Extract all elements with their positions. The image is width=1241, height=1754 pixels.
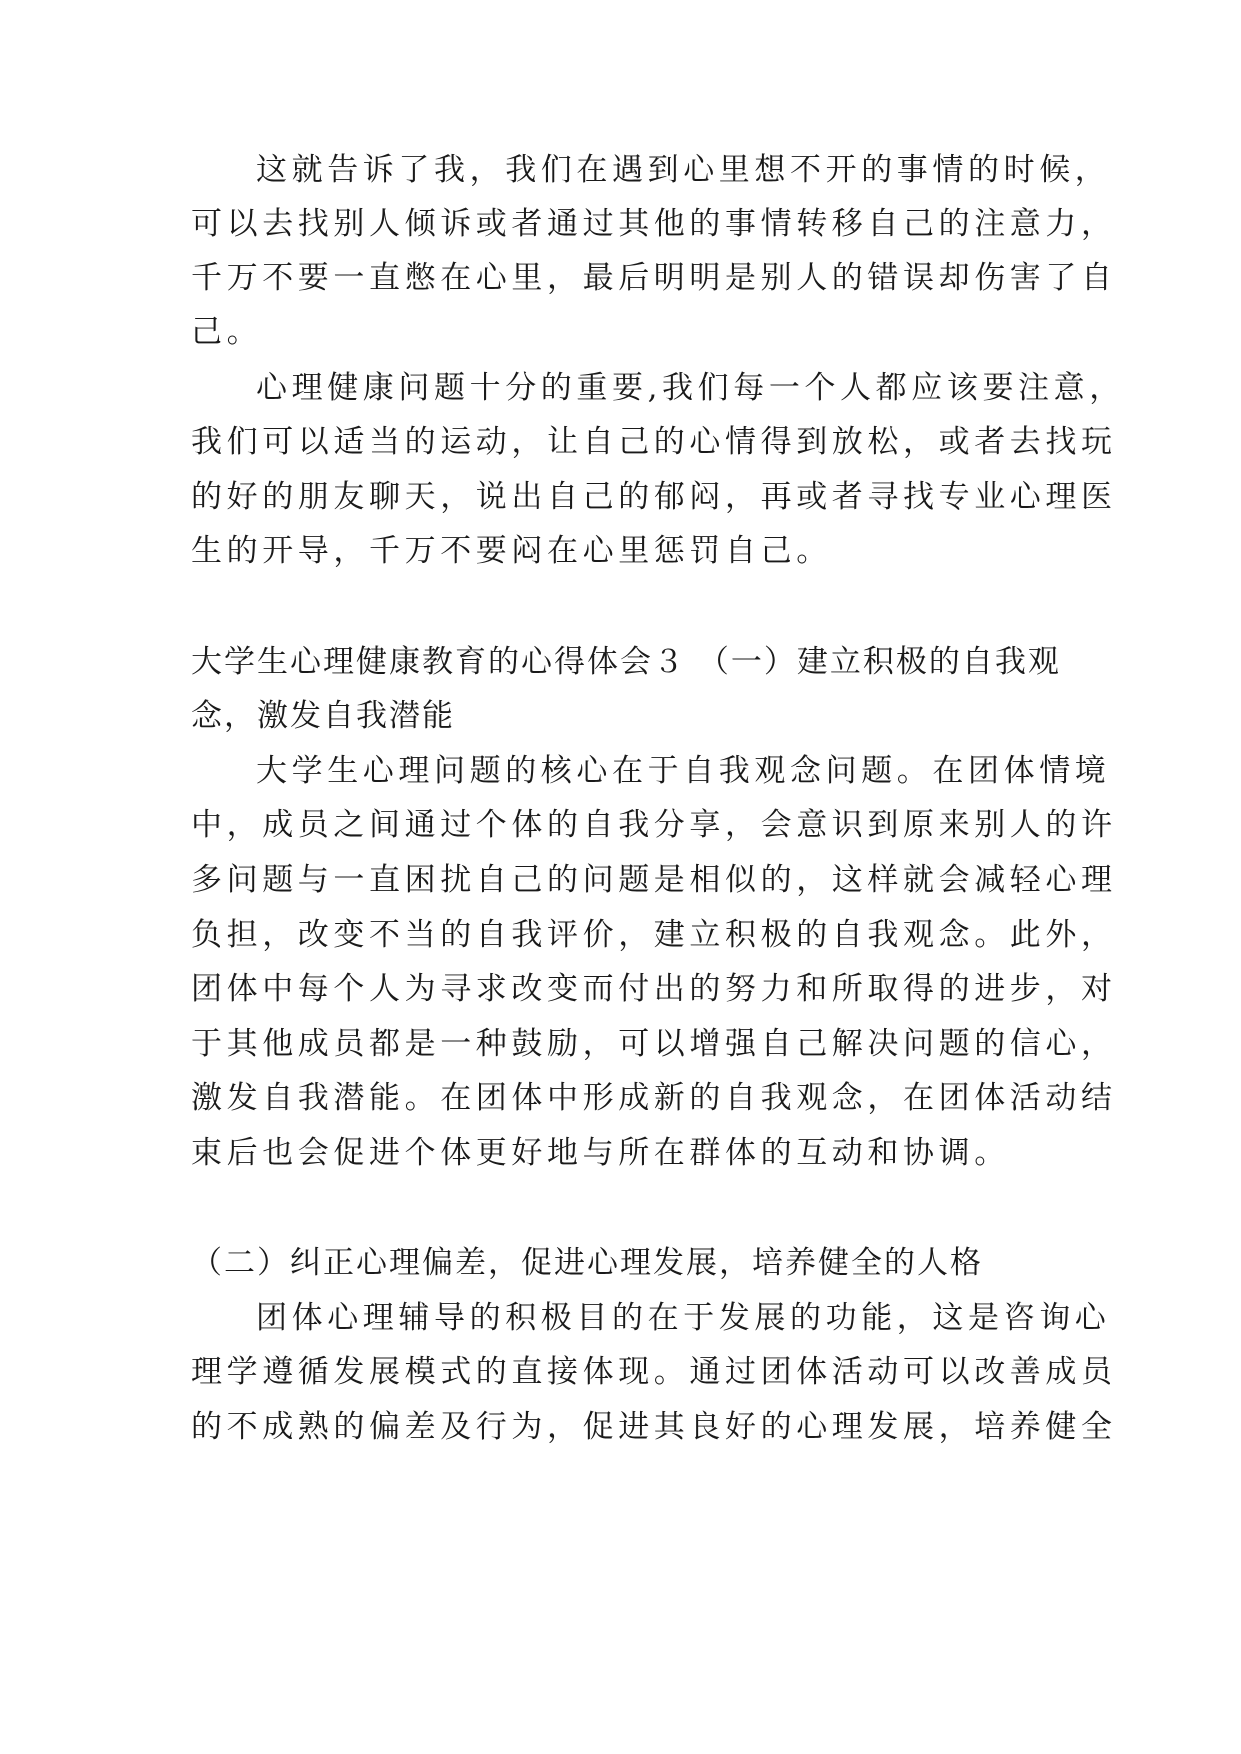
paragraph-line: 多问题与一直困扰自己的问题是相似的，这样就会减轻心理 xyxy=(191,862,1117,898)
paragraph-line: 心理健康问题十分的重要,我们每一个人都应该要注意， xyxy=(256,370,1125,406)
paragraph-line: 的不成熟的偏差及行为，促进其良好的心理发展，培养健全 xyxy=(191,1409,1117,1445)
paragraph-line: 团体心理辅导的积极目的在于发展的功能，这是咨询心 xyxy=(256,1300,1111,1336)
paragraph-line: 己。 xyxy=(191,314,263,350)
paragraph-line: 负担，改变不当的自我评价，建立积极的自我观念。此外， xyxy=(191,917,1117,953)
paragraph-line: 这就告诉了我，我们在遇到心里想不开的事情的时候， xyxy=(256,152,1111,188)
paragraph-line: 团体中每个人为寻求改变而付出的努力和所取得的进步，对 xyxy=(191,971,1117,1007)
paragraph-line: 于其他成员都是一种鼓励，可以增强自己解决问题的信心， xyxy=(191,1026,1117,1062)
paragraph-line: 大学生心理问题的核心在于自我观念问题。在团体情境 xyxy=(256,753,1111,789)
heading-line: 念，激发自我潜能 xyxy=(191,698,455,734)
paragraph-line: 我们可以适当的运动，让自己的心情得到放松，或者去找玩 xyxy=(191,424,1117,460)
paragraph-line: 中，成员之间通过个体的自我分享，会意识到原来别人的许 xyxy=(191,807,1117,843)
paragraph-line: 的好的朋友聊天，说出自己的郁闷，再或者寻找专业心理医 xyxy=(191,479,1117,515)
paragraph-line: 生的开导，千万不要闷在心里惩罚自己。 xyxy=(191,533,832,569)
paragraph-line: 束后也会促进个体更好地与所在群体的互动和协调。 xyxy=(191,1135,1010,1171)
heading-line: （二）纠正心理偏差，促进心理发展，培养健全的人格 xyxy=(191,1245,983,1281)
heading-line: 大学生心理健康教育的心得体会３ （一）建立积极的自我观 xyxy=(191,644,1061,680)
paragraph-line: 千万不要一直憋在心里，最后明明是别人的错误却伤害了自 xyxy=(191,260,1117,296)
paragraph-line: 理学遵循发展模式的直接体现。通过团体活动可以改善成员 xyxy=(191,1354,1117,1390)
paragraph-line: 可以去找别人倾诉或者通过其他的事情转移自己的注意力， xyxy=(191,206,1117,242)
paragraph-line: 激发自我潜能。在团体中形成新的自我观念，在团体活动结 xyxy=(191,1080,1117,1116)
